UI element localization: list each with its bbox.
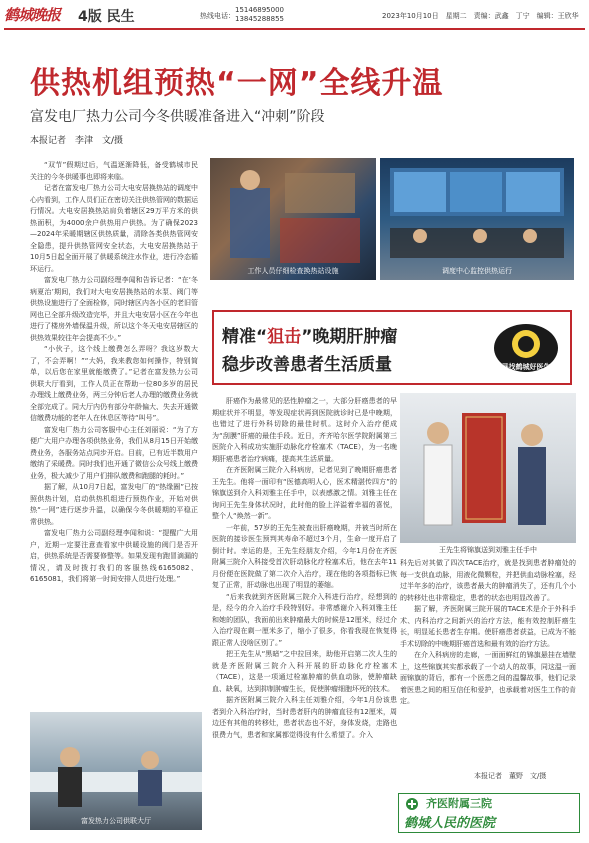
masthead-logo: 鹤城晚报 <box>4 6 61 24</box>
hospital-tagline: 鹤城人民的医院 <box>404 816 496 831</box>
paragraph: 把王先生从“黑暗”之中拉回来，助他开启第二次人生的就是齐医附属三院介入科开展的肝动脉化疗栓塞术（TACE），这是一项通过栓塞肿瘤的供血动脉，使肿瘤缺血、缺氧，达到抑制肿瘤生长，促使肿瘤细胞坏死的技术。 <box>212 650 397 693</box>
paragraph: “双节”假期过后，气温逐渐降低，备受鹤城市民关注的今冬供暖事也即将来临。 <box>30 161 198 181</box>
byline: 本报记者 李津 文/摄 <box>30 136 124 146</box>
paragraph: 在介入科病房的走廊，一面面鲜红的锦旗悬挂在墙壁上，这些锦旗其实都承载了一个动人的故事，同这温一面面锦旗的背后，都有一个医患之间的温馨故事，他们记录着医患之间的相互信任和爱护，也承载着对医生工作的肯定。 <box>400 651 576 705</box>
photo-caption: 调度中心监控供热运行 <box>442 267 512 275</box>
photo-caption: 富发热力公司供联大厅 <box>81 817 151 825</box>
photo-service-hall <box>30 712 202 830</box>
paragraph: 富发电厂热力公司客服中心主任刘丽说：“为了方便广大用户办理各项供热业务，我们从8月15日开始缴费业务，各服务站点同步开启。目前，已有近半数用户缴纳了采暖费。同时我们也开通了微信公众号线上缴费业务，极大减少了用户们排队缴费和跑腿的耗时。” <box>30 425 198 480</box>
article2-title-line2: 稳步改善患者生活质量 <box>222 355 392 375</box>
photo-control-illustration <box>380 158 574 280</box>
hospital-name: 齐医附属三院 <box>426 797 492 810</box>
title-keyword: 狙击 <box>267 327 302 347</box>
masthead-rule <box>4 28 585 30</box>
paragraph: 肝癌作为最常见的恶性肿瘤之一，大部分肝癌患者的早期症状并不明显，等发现症状再到医院就诊时已是中晚期，也错过了进行外科切除的最佳时机。这时介入治疗便成为“刮膜”肝癌的最佳手段。近日，齐齐哈尔医学院附属第三医院介入科成功实施肝动脉化疗栓塞术（TACE），为一名晚期肝癌患者治疗病痛，提高其生活质量。 <box>212 397 397 463</box>
paragraph: 记者在富发电厂热力公司大电安居换热站的调度中心内看到，工作人员们正在密切关注供热管网的数据运行情况。大电安居换热站肩负着辖区29万平方米的供热面积，为4000余户供热用户供热。为了确保2023—2024年采暖期辖区供热质量，清除各类供热管网安全隐患，提升供热管网安全状态，大电安居换热站于10月5日起全面开展了供暖系统注水作业，进行冷态循环运行。 <box>30 184 198 273</box>
paragraph: 在齐医附属三院介入科病房，记者见到了晚期肝癌患者王先生。他将一面印有“医德高明人心，医术精湛传四方”的锦旗送到介入科刘雅主任手中，以表感激之情。刘雅主任在询问王先生身体状况时，此时他的脸上洋溢着幸福的喜悦，整个人“焕然一新”。 <box>212 466 397 520</box>
article2-byline: 本报记者 董野 文/摄 <box>474 772 547 780</box>
paragraph: “后来我就到齐医附属三院介入科进行治疗，经想到的是，经今的介入治疗手段特别好。非常感谢介入科刘雅主任和她的团队，我面前出来肿瘤最大的时候是12厘米，经过介入治疗现在剩一厘米多了，缩小了很多，你看我现在恢复得跟正常人没啥区别了。” <box>212 592 397 647</box>
photo-worker-inspection <box>210 158 376 280</box>
doctor-badge-logo <box>488 318 564 376</box>
photo-banner-illustration <box>400 393 576 543</box>
paragraph: 科先后对其做了四次TACE治疗，就是找到患者肿瘤处的每一支供血动脉，用液化微颗粒，并把供血动脉栓塞，经过半年多的治疗，该患者最大的肿瘤消失了，还有几个小的转移灶也非常稳定，患者的状态也明显改善了。 <box>400 559 576 602</box>
hotline-number-1: 15146895000 <box>235 6 284 14</box>
hospital-emblem-icon <box>404 796 420 810</box>
photo-banner-presentation <box>400 393 576 543</box>
article2-body-left <box>212 396 397 836</box>
article2-body-right <box>400 558 576 768</box>
paragraph: 富发电厂热力公司副经理李闻和告诉记者：“在‘冬病夏治’期间，我们对大电安居换热站的水泵、阀门等供热设施进行了全面检修，同时辖区内各小区的老旧管网也已全部升级改造完毕，并且大电安居小区在今年也进行了楼房外墙保温升级，所以这个冬天电安居辖区的供热效果较往年会提高不少。” <box>30 276 198 342</box>
hotline-label: 热线电话： <box>200 12 235 20</box>
headline: 供热机组预热“一网”全线升温 <box>30 66 444 101</box>
paragraph: 富发电厂热力公司副经理李闻和说：“提醒广大用户，近期一定要注意查看家中供暖设施的阀门是否开启，供热系统是否需要修整等。如果发现有跑冒滴漏的情况，请及时拨打我们的客服热线6165082、6165081，我们将第一时间安排人员进行处理。” <box>30 529 198 583</box>
article1-body <box>30 160 198 700</box>
badge-label: 寻找鹤城好医生 <box>501 363 551 371</box>
photo-hall-illustration <box>30 712 202 830</box>
photo-control-room <box>380 158 574 280</box>
paragraph: 据齐医附属三院介入科主任刘雅介绍，今年1月份该患者到介入科治疗时，当时患者肝内的肿瘤直径有12厘米，周边还有其他的转移灶，患者状态也不好，身体发烧，走路也很费力气，患者和家属都觉得没有什么希望了。介入 <box>212 696 397 739</box>
paragraph: 据了解，从10月7日起，富发电厂的“热缘圈”已按照供热计划，启动供热机组进行预热作业，开始对供热“一网”进行逐步升温，以确保今冬供暖期的平稳正常供热。 <box>30 483 198 526</box>
photo-caption: 工作人员仔细检查换热站设施 <box>247 267 339 275</box>
edition-label: 4版 民生 <box>78 9 135 25</box>
paragraph: 据了解，齐医附属三院开展的TACE术是介于外科手术、内科治疗之间新兴的治疗方法，能有效控制肝癌生长，明显延长患者生存期。使肝癌患者获益，已成为不能手术切除的中晚期肝癌首选和最有效的治疗方法。 <box>400 605 576 648</box>
article2-title-line1: 精准“狙击”晚期肝肿瘤 <box>222 327 398 347</box>
paragraph: “小伙子，这个线上缴费怎么弄呀？我这岁数大了，不会弄啊！”“大妈，我来教您如何操作，特别简单，以后您在家里就能缴费了。”记者在富发热力公司供联大厅看到，工作人员正在帮助一位80多岁的居民办理线上缴费业务，两三分钟后老人办理的缴费业务就全部完成了。同大厅内仍有部分年龄偏大、失去开通微信缴费功能的老年人在休息区等待“叫号”。 <box>30 345 198 422</box>
hotline-number-2: 13845288855 <box>235 15 284 23</box>
dateline: 2023年10月10日 星期二 责编：武鑫 丁宁 编辑：王欣华 <box>382 12 579 20</box>
subheadline: 富发电厂热力公司今冬供暖准备进入“冲刺”阶段 <box>30 109 325 125</box>
photo-worker-illustration <box>210 158 376 280</box>
photo-caption: 王先生将锦旗送到刘雅主任手中 <box>439 546 537 554</box>
hotline-numbers <box>235 6 284 24</box>
paragraph: 一年前，57岁的王先生被查出肝癌晚期，并被当时所在医院的接诊医生预判其寿命不超过3个月，生命一度开启了倒计时。幸运的是，王先生经朋友介绍，今年1月份在齐医附属三院介入科接受首次肝动脉化疗栓塞术后，他在去年11月份便在医院做了第二次介入治疗，现在他的各项指标已恢复了正常，肝动脉也出现了明显的萎缩。 <box>212 523 397 589</box>
